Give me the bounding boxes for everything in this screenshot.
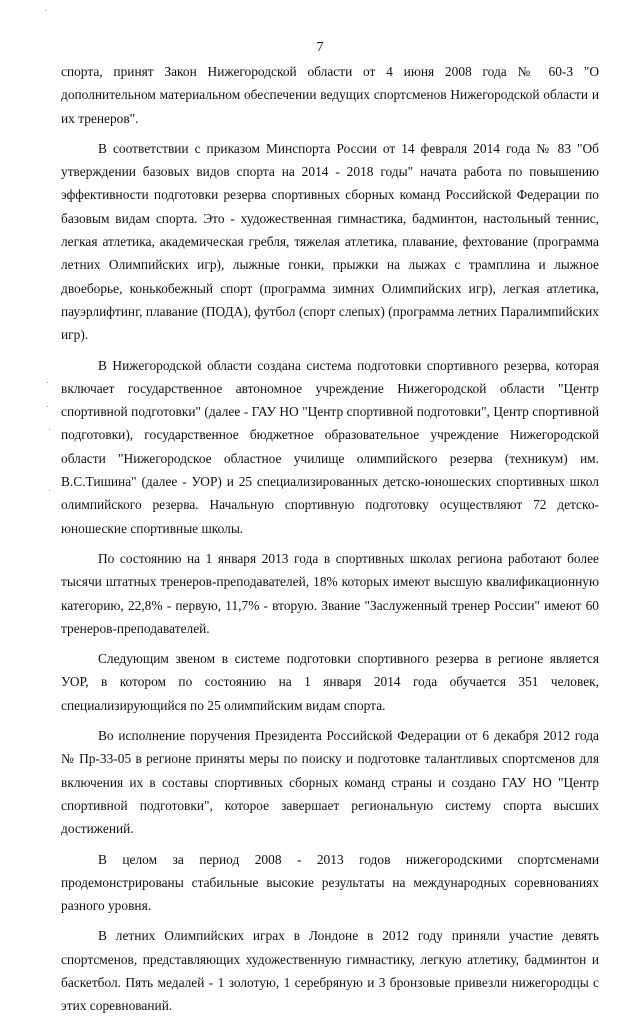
paragraph-8: В летних Олимпийских играх в Лондоне в 2012 году приняли участие девять спортсменов, представляющих художественную гимнастику, легкую атлетику, бадминтон и баскетбол. Пять медалей - 1 золотую, 1 серебряную и 3 бронзовые привезли нижегородцы с этих соревнований. <box>61 928 599 1014</box>
paragraph-2: В соответствии с приказом Минспорта России от 14 февраля 2014 года № 83 "Об утверждении базовых видов спорта на 2014 - 2018 годы" начата работа по повышению эффективности подготовки резерва спортивных сборных команд Российской Федерации по базовым видам спорта. Это - художественная гимнастика, бадминтон, настольный теннис, легкая атлетика, академическая гребля, тяжелая атлетика, плавание, фехтование (программа летних Олимпийских игр), лыжные гонки, прыжки на лыжах с трамплина и лыжное двоеборье, конькобежный спорт (программа зимних Олимпийских игр), легкая атлетика, пауэрлифтинг, плавание (ПОДА), футбол (спорт слепых) (программа летних Паралимпийских игр). <box>61 140 599 343</box>
paragraph-5: Следующим звеном в системе подготовки спортивного резерва в регионе является УОР, в котором по состоянию на 1 января 2014 года обучается 351 человек, специализирующийся по 25 олимпийским видам спорта. <box>61 651 599 713</box>
scan-speck: · <box>46 402 50 413</box>
paragraph-6: Во исполнение поручения Президента Российской Федерации от 6 декабря 2012 года № Пр-33-05 в регионе приняты меры по поиску и подготовке талантливых спортсменов для включения их в составы спортивных сборных команд страны и создано ГАУ НО "Центр спортивной подготовки", которое завершает региональную систему спорта высших достижений. <box>61 728 599 837</box>
paragraph-3: В Нижегородской области создана система подготовки спортивного резерва, которая включает государственное автономное учреждение Нижегородской области "Центр спортивной подготовки" (далее - ГАУ НО "Центр спортивной подготовки", Центр спортивной подготовки), государственное бюджетное образовательное учреждение Нижегородской области "Нижегородское областное училище олимпийского резерва (техникум) им. В.С.Тишина" (далее - УОР) и 25 специализированных детско-юношеских спортивных школ олимпийского резерва. Начальную спортивную подготовку осуществляют 72 детско-юношеские спортивные школы. <box>61 357 599 536</box>
paragraph-4: По состоянию на 1 января 2013 года в спортивных школах региона работают более тысячи штатных тренеров-преподавателей, 18% которых имеют высшую квалификационную категорию, 22,8% - первую, 11,7% - вторую. Звание "Заслуженный тренер России" имеют 60 тренеров-преподавателей. <box>61 550 599 636</box>
scan-speck: · <box>44 6 48 17</box>
scan-speck: · <box>46 378 50 389</box>
page-number: 7 <box>316 40 324 55</box>
scan-speck: · <box>48 425 52 436</box>
scan-speck: · <box>48 486 52 497</box>
document-body <box>61 60 599 1025</box>
paragraph-1: спорта, принят Закон Нижегородской области от 4 июня 2008 года № 60-З "О дополнительном материальном обеспечении ведущих спортсменов Нижегородской области и их тренеров". <box>61 64 599 126</box>
paragraph-7: В целом за период 2008 - 2013 годов нижегородскими спортсменами продемонстрированы стабильные высокие результаты на международных соревнованиях разного уровня. <box>61 851 599 914</box>
